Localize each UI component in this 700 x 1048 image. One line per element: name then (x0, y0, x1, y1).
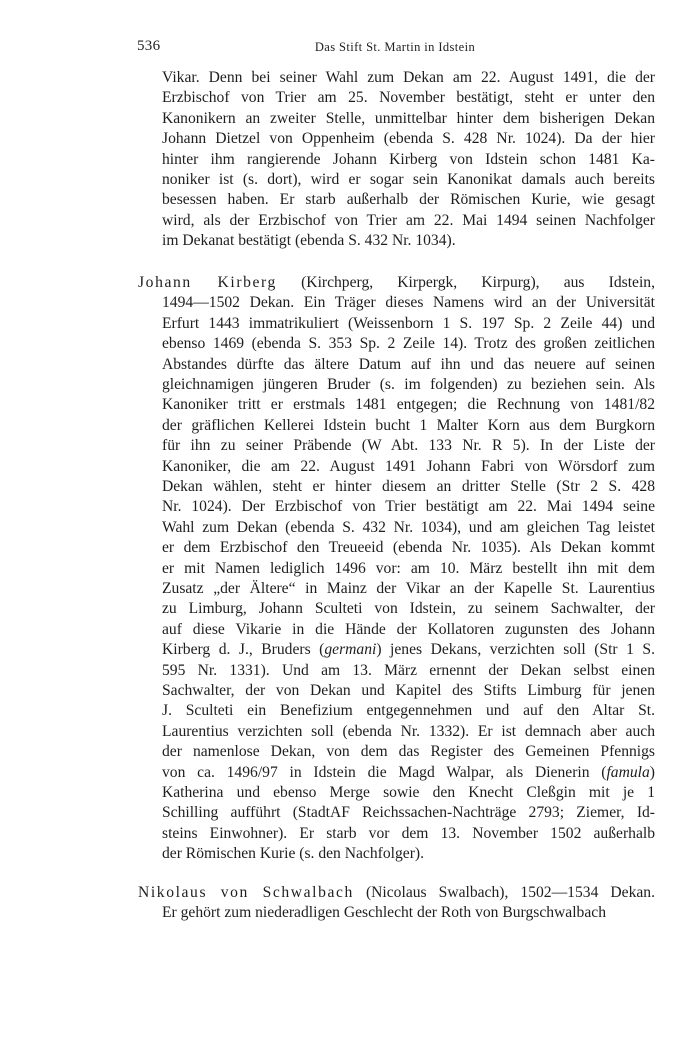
text-line: Dekan wählen, steht er hinter diesem an dritter Stelle (Str 2 S. 428 (162, 478, 655, 495)
text-line: Katherina und ebenso Merge sowie den Knecht Cleßgin mit je 1 (162, 784, 655, 801)
text-line: gleichnamigen jüngeren Bruder (s. im folgenden) zu beziehen sein. Als (162, 376, 655, 393)
italic-term: germani (324, 641, 377, 659)
text-line: noniker ist (s. dort), wird er sogar sein Kanonikat damals auch bereits (162, 171, 655, 188)
text-line: er dem Erzbischof den Treueeid (ebenda Nr. 1035). Als Dekan kommt (162, 539, 655, 557)
entry-text: (Kirchperg, Kirpergk, Kirpurg), aus Idstein, (276, 274, 655, 291)
text-line: Kirberg d. J., Bruders (germani) jenes Dekans, verzichten soll (Str 1 S. (162, 641, 655, 659)
page-number: 536 (137, 38, 161, 54)
text-line: Sachwalter, der von Dekan und Kapitel des Stifts Limburg für jenen (162, 682, 655, 699)
text-line: Laurentius verzichten soll (ebenda Nr. 1332). Er ist demnach aber auch (162, 722, 655, 740)
text-line: der Römischen Kurie (s. den Nachfolger). (162, 845, 424, 863)
text-line: er mit Namen lediglich 1496 vor: am 10. März bestellt ihn mit dem (162, 559, 655, 577)
text-line: Er gehört zum niederadligen Geschlecht der Roth von Burgschwalbach (162, 904, 606, 922)
entry-name: Johann Kirberg (138, 274, 277, 291)
text-line: Schilling aufführt (StadtAF Reichssachen-Nachträge 2793; Ziemer, Id- (162, 804, 655, 822)
text-line: Zusatz „der Ältere“ in Mainz der Vikar an der Kapelle St. Laurentius (162, 580, 655, 597)
text-line: 1494—1502 Dekan. Ein Träger dieses Namens wird an der Universität (162, 294, 655, 312)
text-line: zu Limburg, Johann Sculteti von Idstein, zu seinem Sachwalter, der (162, 600, 655, 618)
text-line: der gräflichen Kellerei Idstein bucht 1 Malter Korn aus dem Burgkorn (162, 416, 655, 434)
text-line: Kanoniker, die am 22. August 1491 Johann Fabri von Wörsdorf zum (162, 457, 655, 475)
text-line: Nr. 1024). Der Erzbischof von Trier bestätigt am 22. Mai 1494 seine (162, 498, 655, 516)
text-line: von ca. 1496/97 in Idstein die Magd Walpar, als Dienerin (famula) (162, 763, 655, 781)
text-line: Abstandes dürfte das ältere Datum auf ihn und das neuere auf seinen (162, 355, 655, 373)
text-line: Erfurt 1443 immatrikuliert (Weissenborn 1 S. 197 Sp. 2 Zeile 44) und (162, 314, 655, 332)
text-line: Erzbischof von Trier am 25. November bestätigt, steht er unter den (162, 89, 655, 107)
text-line: für ihn zu seiner Präbende (W Abt. 133 Nr. R 5). In der Liste der (162, 437, 655, 455)
italic-term: famula (606, 763, 650, 781)
text-line: Johann Dietzel von Oppenheim (ebenda S. 428 Nr. 1024). Da der hier (162, 130, 655, 148)
text-line: Kanoniker tritt er erstmals 1481 entgegen; die Rechnung von 1481/82 (162, 396, 655, 414)
text-line: wird, als der Erzbischof von Trier am 22. Mai 1494 seinen Nachfolger (162, 211, 655, 229)
text-line: Vikar. Denn bei seiner Wahl zum Dekan am 22. August 1491, die der (162, 69, 655, 86)
text-line: J. Sculteti ein Benefizium entgegennehmen und auf den Altar St. (162, 702, 655, 720)
text-line: hinter ihm rangierende Johann Kirberg von Idstein schon 1481 Ka- (162, 150, 655, 168)
text-line: 595 Nr. 1331). Und am 13. März ernennt der Dekan selbst einen (162, 661, 655, 679)
text-line: ebenso 1469 (ebenda S. 353 Sp. 2 Zeile 14). Trotz des großen zeitlichen (162, 335, 655, 353)
running-title: Das Stift St. Martin in Idstein (314, 40, 476, 54)
text-line (138, 883, 655, 903)
text-line: Kanonikern an zweiter Stelle, unmittelbar hinter dem bisherigen Dekan (162, 109, 655, 127)
text-line: steins Einwohner). Er starb vor dem 13. November 1502 außerhalb (162, 824, 655, 842)
text-line (138, 273, 655, 293)
entry-name: Nikolaus von Schwalbach (138, 884, 354, 901)
text-line: im Dekanat bestätigt (ebenda S. 432 Nr. 1034). (162, 232, 456, 250)
text-line: besessen haben. Er starb außerhalb der Römischen Kurie, wie gesagt (162, 191, 655, 209)
entry-text: (Nicolaus Swalbach), 1502—1534 Dekan. (353, 884, 656, 901)
text-line: auf diese Vikarie in die Hände der Kollatoren zugunsten des Johann (162, 620, 655, 638)
text-line: Wahl zum Dekan (ebenda S. 432 Nr. 1034), und am gleichen Tag leistet (162, 518, 655, 536)
text-line: der namenlose Dekan, von dem das Register des Gemeinen Pfennigs (162, 743, 655, 761)
